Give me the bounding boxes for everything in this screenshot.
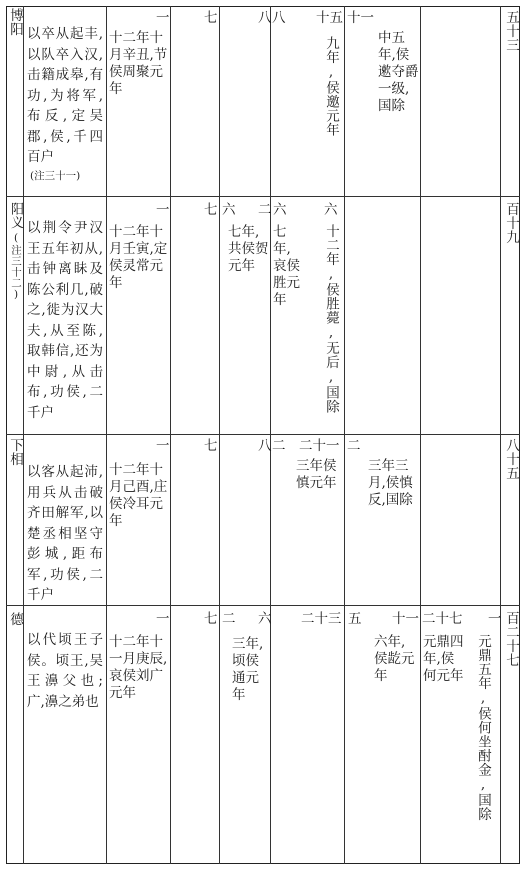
fief-name: 阳义 <box>8 202 23 229</box>
col-divider <box>219 6 220 864</box>
enfeoffment-date: 十二年十月壬寅,定侯灵常元年 <box>109 224 168 291</box>
succession-note: 七年,哀侯胜元年 <box>273 224 300 308</box>
year-count: 十一 <box>347 10 374 26</box>
year-count: 二 <box>347 438 361 454</box>
succession-note: 十二年,侯胜薨,无后,国除 <box>323 224 339 414</box>
merit-description: 以客从起沛,用兵从击破齐田解军,以楚丞相坚守彭城,距布军,功侯,二千户 <box>27 464 103 603</box>
col-divider <box>23 6 24 864</box>
succession-note: 三年侯慎元年 <box>296 458 337 491</box>
enfeoffment-date: 十二年十月辛丑,节侯周聚元年 <box>109 30 168 97</box>
rank-number: 百十九 <box>503 202 519 244</box>
year-count: 八 <box>258 10 272 26</box>
year-count: 八 <box>272 10 286 26</box>
year-count: 一 <box>156 438 170 454</box>
year-count: 六 <box>273 202 287 218</box>
col-divider <box>170 6 171 864</box>
succession-note: 六年,侯龁元年 <box>374 634 415 684</box>
year-count: 八 <box>258 438 272 454</box>
year-count: 二 <box>222 611 236 627</box>
year-count: 六 <box>324 202 338 218</box>
enfeoffment-date: 十二年十一月庚辰,哀侯刘广元年 <box>109 634 168 701</box>
col-divider <box>344 6 345 864</box>
col-divider <box>106 6 107 864</box>
year-count: 一 <box>488 611 502 627</box>
year-count: 二十三 <box>301 611 342 627</box>
row-divider <box>6 434 520 435</box>
rank-number: 八十五 <box>503 438 519 480</box>
succession-note: 三年,顷侯通元年 <box>232 636 264 703</box>
succession-note: 九年,侯邀元年 <box>323 36 339 137</box>
enfeoffment-date: 十二年十月己酉,庄侯冷耳元年 <box>109 462 168 529</box>
year-count: 五 <box>348 611 362 627</box>
col-divider <box>420 6 421 864</box>
col-divider <box>270 6 271 864</box>
chronology-table <box>6 6 520 864</box>
fief-name: 博阳 <box>7 8 23 36</box>
year-count: 七 <box>204 10 218 26</box>
year-count: 十五 <box>316 10 343 26</box>
year-count: 一 <box>156 611 170 627</box>
year-count: 二十七 <box>422 611 463 627</box>
merit-description: 以代顷王子侯。顷王,吴王濞父也;广,濞之弟也 <box>27 632 103 710</box>
year-count: 七 <box>204 202 218 218</box>
fief-name: 下相 <box>7 438 23 466</box>
year-count: 七 <box>204 438 218 454</box>
col-divider <box>500 6 501 864</box>
year-count: 六 <box>258 611 272 627</box>
succession-note: 七年,共侯贺元年 <box>228 224 269 274</box>
succession-note: 元鼎四年,侯何元年 <box>423 634 464 684</box>
merit-description: 以卒从起丰,以队卒入汉,击籍成皋,有功,为将军,布反,定吴郡,侯,千四百户 <box>27 26 103 165</box>
row-divider <box>6 196 520 197</box>
rank-number: 百二十七 <box>503 611 519 667</box>
annotation-note: (注三十一) <box>30 170 81 182</box>
year-count: 二 <box>258 202 272 218</box>
year-count: 二十一 <box>299 438 340 454</box>
rank-number: 五十三 <box>503 10 519 52</box>
fief-name: 德 <box>7 612 23 626</box>
succession-note: 中五年,侯遬夺爵一级,国除 <box>378 30 419 114</box>
succession-note: 元鼎五年,侯何坐酎金,国除 <box>475 634 491 821</box>
year-count: 一 <box>156 202 170 218</box>
year-count: 一 <box>156 10 170 26</box>
merit-description: 以荆令尹汉王五年初从,击钟离眛及陈公利几,破之,徙为汉大夫,从至陈,取韩信,还为中尉,从击布,功侯,二千户 <box>27 220 103 421</box>
succession-note: 三年三月,侯慎反,国除 <box>368 458 413 508</box>
year-count: 二 <box>272 438 286 454</box>
year-count: 七 <box>204 611 218 627</box>
year-count: 六 <box>222 202 236 218</box>
year-count: 十一 <box>392 611 419 627</box>
annotation-note: (注三十二) <box>10 232 22 301</box>
